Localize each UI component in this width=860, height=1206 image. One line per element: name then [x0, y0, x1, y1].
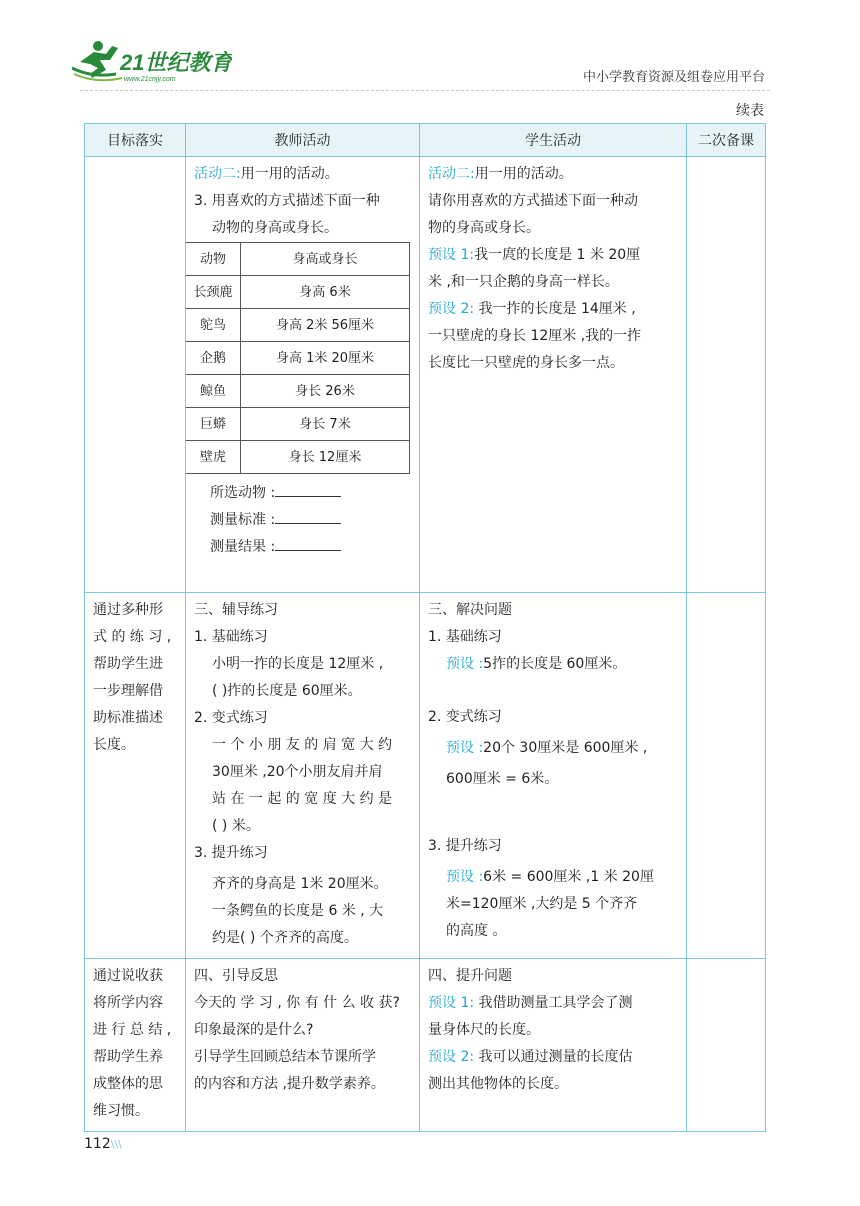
preset-label: 预设 1: — [428, 995, 475, 1011]
fill-line — [194, 507, 411, 534]
header-goal: 目标落实 — [85, 124, 186, 157]
animal-name: 巨蟒 — [186, 408, 241, 441]
preset-line — [428, 651, 678, 678]
preset-line — [428, 296, 678, 323]
table-row — [85, 157, 766, 593]
animal-table-header — [186, 243, 410, 276]
fill-line — [194, 480, 411, 507]
goal-line: 将所学内容 — [93, 995, 163, 1011]
student-cell — [420, 959, 687, 1132]
activity-line — [428, 161, 678, 188]
logo — [72, 38, 232, 84]
preset-label: 预设 : — [446, 869, 484, 885]
table-row — [85, 593, 766, 959]
text-line: ( ) 米。 — [212, 818, 260, 834]
text-line: 量身体尺的长度。 — [428, 1022, 540, 1038]
activity-line — [194, 161, 411, 188]
goal-cell — [85, 157, 186, 593]
goal-line: 式 的 练 习 , — [93, 629, 172, 645]
fill-line — [194, 534, 411, 561]
goal-line: 成整体的思 — [93, 1076, 163, 1092]
preset-text: 6米 = 600厘米 ,1 米 20厘 — [483, 869, 654, 885]
header-student: 学生活动 — [420, 124, 687, 157]
goal-line: 一步理解借 — [93, 683, 163, 699]
goal-line: 帮助学生养 — [93, 1049, 163, 1065]
page-number-text: 112 — [84, 1136, 111, 1152]
animal-name: 企鹅 — [186, 342, 241, 375]
animal-row — [186, 408, 410, 441]
runner-logo-icon — [72, 38, 232, 84]
goal-line: 进 行 总 结 , — [93, 1022, 172, 1038]
preset-line — [428, 990, 678, 1017]
task-line: 动物的身高或身长。 — [212, 220, 338, 236]
text-line: 小明一拃的长度是 12厘米 , — [212, 656, 384, 672]
text-line: 30厘米 ,20个小朋友肩并肩 — [212, 764, 383, 780]
logo-text: 21世纪教育 — [120, 50, 232, 75]
header-divider — [80, 90, 770, 91]
animal-row — [186, 309, 410, 342]
fill-blank — [275, 536, 341, 551]
header-revision: 二次备课 — [687, 124, 766, 157]
teacher-cell — [186, 157, 420, 593]
text-line: 站 在 一 起 的 宽 度 大 约 是 — [212, 791, 393, 807]
animal-value: 身高 2米 56厘米 — [241, 309, 410, 342]
subsection-title: 3. 提升练习 — [428, 838, 502, 854]
activity-label: 活动二: — [194, 166, 241, 182]
goal-line: 帮助学生进 — [93, 656, 163, 672]
subsection-title: 1. 基础练习 — [194, 629, 268, 645]
fill-blank — [275, 482, 341, 497]
animal-table — [186, 242, 410, 474]
text-line: 长度比一只壁虎的身长多一点。 — [428, 355, 624, 371]
preset-label: 预设 : — [446, 740, 484, 756]
animal-row — [186, 375, 410, 408]
goal-line: 助标准描述 — [93, 710, 163, 726]
preset-label: 预设 2: — [428, 1049, 475, 1065]
text-line: 请你用喜欢的方式描述下面一种动 — [428, 193, 638, 209]
preset-text: 我一拃的长度是 14厘米 , — [474, 301, 636, 317]
preset-text: 我一庹的长度是 1 米 20厘 — [474, 247, 641, 263]
lesson-table — [84, 123, 766, 1132]
page-number — [84, 1136, 122, 1152]
animal-value: 身长 26米 — [241, 375, 410, 408]
text-line: 米=120厘米 ,大约是 5 个齐齐 — [446, 896, 638, 912]
subsection-title: 1. 基础练习 — [428, 629, 502, 645]
text-line: 物的身高或身长。 — [428, 220, 540, 236]
platform-title: 中小学教育资源及组卷应用平台 — [582, 70, 765, 85]
goal-cell — [85, 959, 186, 1132]
text-line: 一只壁虎的身长 12厘米 ,我的一拃 — [428, 328, 642, 344]
text-line: 一条鳄鱼的长度是 6 米 , 大 — [212, 903, 384, 919]
text-line: 今天的 学 习 , 你 有 什 么 收 获? — [194, 995, 400, 1011]
continued-label: 续表 — [736, 103, 764, 119]
page-number-decoration-icon: \\\ — [110, 1138, 122, 1151]
animal-value: 身长 7米 — [241, 408, 410, 441]
animal-name: 长颈鹿 — [186, 276, 241, 309]
text-line: ( )拃的长度是 60厘米。 — [212, 683, 362, 699]
animal-value: 身高 1米 20厘米 — [241, 342, 410, 375]
preset-line — [428, 1044, 678, 1071]
preset-text: 20个 30厘米是 600厘米 , — [483, 740, 648, 756]
goal-line: 维习惯。 — [93, 1103, 149, 1119]
subsection-title: 3. 提升练习 — [194, 845, 268, 861]
teacher-cell — [186, 593, 420, 959]
text-line: 引导学生回顾总结本节课所学 — [194, 1049, 376, 1065]
text-line: 600厘米 = 6米。 — [446, 771, 559, 787]
animal-header-name: 动物 — [186, 243, 241, 276]
preset-label: 预设 : — [446, 656, 484, 672]
text-line: 的内容和方法 ,提升数学素养。 — [194, 1076, 385, 1092]
activity-text: 用一用的活动。 — [474, 166, 573, 182]
text-line: 齐齐的身高是 1米 20厘米。 — [212, 876, 388, 892]
animal-row — [186, 342, 410, 375]
preset-line — [428, 242, 678, 269]
fill-blank — [275, 509, 341, 524]
section-title: 三、辅导练习 — [194, 602, 278, 618]
table-row — [85, 959, 766, 1132]
animal-value: 身长 12厘米 — [241, 441, 410, 474]
goal-line: 通过多种形 — [93, 602, 163, 618]
animal-row — [186, 441, 410, 474]
student-cell — [420, 157, 687, 593]
preset-line — [428, 735, 678, 762]
preset-text: 5拃的长度是 60厘米。 — [483, 656, 627, 672]
animal-value: 身高 6米 — [241, 276, 410, 309]
fill-label: 所选动物 : — [210, 485, 276, 501]
fill-label: 测量标准 : — [210, 512, 276, 528]
teacher-cell — [186, 959, 420, 1132]
table-header-row — [85, 124, 766, 157]
section-title: 四、引导反思 — [194, 968, 278, 984]
preset-label: 预设 1: — [428, 247, 475, 263]
text-line: 约是( ) 个齐齐的高度。 — [212, 930, 358, 946]
activity-label: 活动二: — [428, 166, 475, 182]
animal-name: 壁虎 — [186, 441, 241, 474]
text-line: 印象最深的是什么? — [194, 1022, 314, 1038]
section-title: 四、提升问题 — [428, 968, 512, 984]
student-cell — [420, 593, 687, 959]
subsection-title: 2. 变式练习 — [428, 709, 502, 725]
animal-row — [186, 276, 410, 309]
animal-name: 鸵鸟 — [186, 309, 241, 342]
animal-header-value: 身高或身长 — [241, 243, 410, 276]
revision-cell — [687, 959, 766, 1132]
text-line: 的高度 。 — [446, 923, 507, 939]
text-line: 米 ,和一只企鹅的身高一样长。 — [428, 274, 619, 290]
header-teacher: 教师活动 — [186, 124, 420, 157]
text-line: 一 个 小 朋 友 的 肩 宽 大 约 — [212, 737, 393, 753]
revision-cell — [687, 157, 766, 593]
goal-line: 通过说收获 — [93, 968, 163, 984]
animal-name: 鲸鱼 — [186, 375, 241, 408]
preset-text: 我借助测量工具学会了测 — [474, 995, 633, 1011]
preset-line — [428, 864, 678, 891]
goal-cell — [85, 593, 186, 959]
logo-url: www.21cnjy.com — [124, 76, 176, 83]
activity-text: 用一用的活动。 — [240, 166, 339, 182]
preset-label: 预设 2: — [428, 301, 475, 317]
preset-text: 我可以通过测量的长度估 — [474, 1049, 633, 1065]
text-line: 测出其他物体的长度。 — [428, 1076, 568, 1092]
fill-label: 测量结果 : — [210, 539, 276, 555]
subsection-title: 2. 变式练习 — [194, 710, 268, 726]
section-title: 三、解决问题 — [428, 602, 512, 618]
goal-line: 长度。 — [93, 737, 135, 753]
task-line: 3. 用喜欢的方式描述下面一种 — [194, 193, 380, 209]
revision-cell — [687, 593, 766, 959]
